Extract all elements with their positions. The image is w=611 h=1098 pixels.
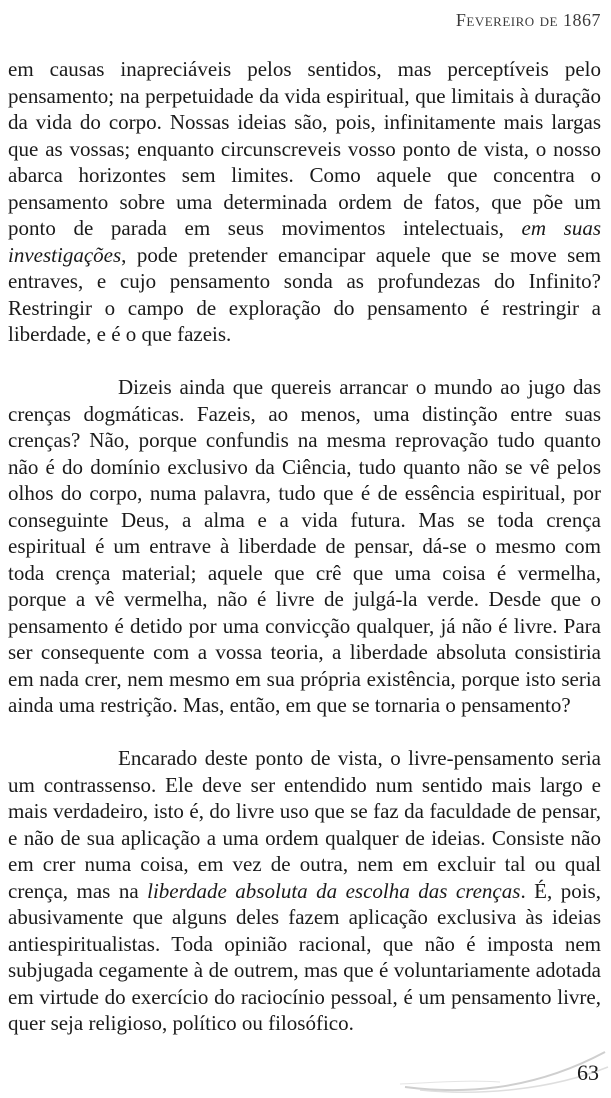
paragraph-3-emphasis: liberdade absoluta da escolha das crenças [147, 878, 521, 903]
paragraph-1-text-b: , pode pretender emancipar aquele que se move sem entraves, e cujo pensamento sonda as profundezas do Infinito? Restringir o campo de exploração do pensamento é restringir a liberdade, e é o que fazeis. [8, 242, 601, 346]
running-header: Fevereiro de 1867 [455, 10, 601, 30]
paragraph-1-text-a: em causas inapreciáveis pelos sentidos, mas perceptíveis pelo pensamento; na perpetuidade da vida espiritual, que limitais à duração da vida do corpo. Nossas ideias são, pois, infinitamente mais largas que as vossas; enquanto circunscreveis vosso ponto de vista, o nosso abarca horizontes sem limites. Como aquele que concentra o pensamento sobre uma determinada ordem de fatos, que põe um ponto de parada em seus movimentos intelectuais, [8, 57, 601, 240]
paragraph-3-text-b: . É, pois, abusivamente que alguns deles fazem aplicação exclusiva às ideias antiespiritualistas. Toda opinião racional, que não é imposta nem subjugada cegamente à de outrem, mas que é voluntariamente adotada em virtude do exercício do raciocínio pessoal, é um pensamento livre, quer seja religioso, político ou filosófico. [8, 878, 601, 1035]
paragraph-1-emphasis: em suas investigações [8, 216, 601, 267]
paragraph-3 [8, 745, 601, 1037]
page-body [8, 56, 601, 1063]
paragraph-1 [8, 56, 601, 348]
page-number: 63 [577, 1060, 599, 1085]
paragraph-3-text-a: Encarado deste ponto de vista, o livre-pensamento seria um contrassenso. Ele deve ser entendido num sentido mais largo e mais verdadeiro, isto é, do livre uso que se faz da faculdade de pensar, e não de sua aplicação a uma ordem qualquer de ideias. Consiste não em crer numa coisa, em vez de outra, nem em excluir tal ou qual crença, mas na [8, 746, 601, 903]
paragraph-2: Dizeis ainda que quereis arrancar o mundo ao jugo das crenças dogmáticas. Fazeis, ao menos, uma distinção entre suas crenças? Não, porque confundis na mesma reprovação tudo quanto não é do domínio exclusivo da Ciência, tudo quanto não se vê pelos olhos do corpo, numa palavra, tudo que é de essência espiritual, por conseguinte Deus, a alma e a vida futura. Mas se toda crença espiritual é um entrave à liberdade de pensar, dá-se o mesmo com toda crença material; aquele que crê que uma coisa é vermelha, porque a vê vermelha, não é livre de julgá-la verde. Desde que o pensamento é detido por uma convicção qualquer, já não é livre. Para ser consequente com a vossa teoria, a liberdade absoluta consistiria em nada crer, nem mesmo em sua própria existência, porque isto seria ainda uma restrição. Mas, então, em que se tornaria o pensamento? [8, 375, 601, 717]
